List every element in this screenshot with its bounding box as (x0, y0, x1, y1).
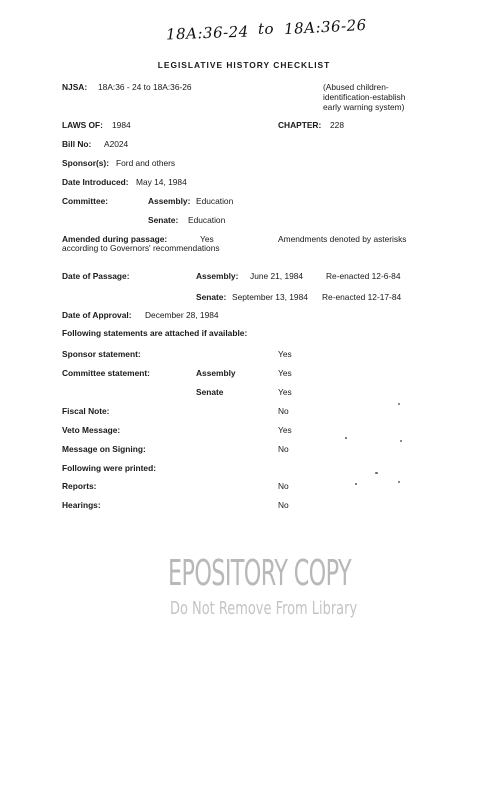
handwritten-citation-to-word: to (258, 20, 275, 38)
passage-senate-note: Re-enacted 12-17-84 (322, 292, 402, 302)
njsa-value: 18A:36 - 24 to 18A:36-26 (98, 82, 192, 92)
repository-stamp-line-2: Do Not Remove From Library (170, 598, 358, 619)
date-introduced-label: Date Introduced: (62, 177, 129, 187)
sponsor-statement-label: Sponsor statement: (62, 349, 141, 359)
laws-of-value: 1984 (112, 120, 131, 130)
laws-of-label: LAWS OF: (62, 120, 103, 130)
subject-line-1: (Abused children- (323, 82, 389, 92)
njsa-label: NJSA: (62, 82, 88, 92)
committee-statement-senate-value: Yes (278, 387, 292, 397)
passage-senate-value: September 13, 1984 (232, 292, 308, 302)
bill-no-label: Bill No: (62, 139, 92, 149)
bill-no-value: A2024 (104, 139, 129, 149)
scan-speck (400, 440, 402, 442)
subject-line-3: early warning system) (323, 102, 405, 112)
amended-label: Amended during passage: (62, 234, 168, 244)
subject-line-2: identification-establish (323, 92, 406, 102)
date-of-passage-label: Date of Passage: (62, 271, 130, 281)
handwritten-citation-from: 18A:36-24 (165, 22, 250, 44)
committee-statement-label: Committee statement: (62, 368, 150, 378)
committee-assembly-label: Assembly: (148, 196, 191, 206)
fiscal-note-value: No (278, 406, 289, 416)
handwritten-citation-to: 18A:36-26 (283, 15, 368, 39)
amended-value: Yes (200, 234, 214, 244)
scan-speck (398, 481, 400, 483)
message-on-signing-value: No (278, 444, 289, 454)
reports-value: No (278, 481, 289, 491)
committee-statement-assembly-label: Assembly (196, 368, 236, 378)
veto-message-label: Veto Message: (62, 425, 121, 435)
date-of-approval-value: December 28, 1984 (145, 310, 219, 320)
page-title: LEGISLATIVE HISTORY CHECKLIST (157, 60, 331, 70)
message-on-signing-label: Message on Signing: (62, 444, 146, 454)
committee-label: Committee: (62, 196, 109, 206)
hearings-label: Hearings: (62, 500, 101, 510)
amended-line-2: according to Governors' recommendations (62, 243, 220, 253)
chapter-value: 228 (330, 120, 344, 130)
passage-senate-label: Senate: (196, 292, 227, 302)
committee-senate-label: Senate: (148, 215, 179, 225)
scan-speck (375, 472, 378, 474)
committee-statement-senate-label: Senate (196, 387, 224, 397)
scan-speck (355, 483, 357, 485)
passage-assembly-label: Assembly: (196, 271, 239, 281)
passage-assembly-value: June 21, 1984 (250, 271, 304, 281)
fiscal-note-label: Fiscal Note: (62, 406, 110, 416)
chapter-label: CHAPTER: (278, 120, 322, 130)
passage-assembly-note: Re-enacted 12-6-84 (326, 271, 401, 281)
amended-note: Amendments denoted by asterisks (278, 234, 407, 244)
hearings-value: No (278, 500, 289, 510)
sponsors-value: Ford and others (116, 158, 176, 168)
scan-speck (398, 403, 400, 405)
reports-label: Reports: (62, 481, 97, 491)
committee-assembly-value: Education (196, 196, 234, 206)
date-introduced-value: May 14, 1984 (136, 177, 187, 187)
veto-message-value: Yes (278, 425, 292, 435)
date-of-approval-label: Date of Approval: (62, 310, 132, 320)
committee-senate-value: Education (188, 215, 226, 225)
printed-heading: Following were printed: (62, 463, 156, 473)
repository-stamp-line-1: EPOSITORY COPY (168, 553, 351, 594)
scan-speck (345, 437, 347, 439)
sponsors-label: Sponsor(s): (62, 158, 109, 168)
sponsor-statement-value: Yes (278, 349, 292, 359)
attached-heading: Following statements are attached if available: (62, 328, 248, 338)
committee-statement-assembly-value: Yes (278, 368, 292, 378)
